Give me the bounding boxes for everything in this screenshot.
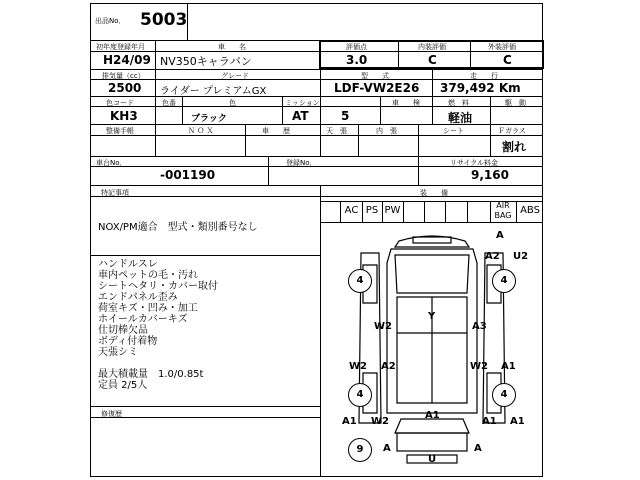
damage-mark: A1: [425, 410, 440, 421]
equipment-label: 装 備: [420, 189, 448, 197]
remarks-label: 特記事項: [101, 189, 129, 197]
damage-mark: U: [428, 454, 437, 465]
displacement-label: 排気量（cc）: [102, 72, 145, 80]
first-reg-value: H24/09: [103, 53, 151, 67]
manual-label: 整備手帳: [106, 127, 134, 135]
equip-pw: PW: [384, 205, 401, 216]
chassis-label: 車台No．: [96, 159, 127, 167]
damage-mark: A3: [472, 321, 487, 332]
equip-abs: ABS: [520, 205, 540, 216]
damage-mark: A: [474, 443, 482, 454]
color-no-label: 色番: [162, 99, 176, 107]
equip-ps: PS: [365, 205, 379, 216]
damage-mark: W2: [374, 321, 392, 332]
model-value: LDF-VW2E26: [334, 81, 420, 95]
repair-label: 修復歴: [101, 410, 122, 418]
equip-airbag: AIR BAG: [494, 201, 512, 220]
fglass-label: Ｆガラス: [498, 127, 526, 135]
nox-label: Ｎ Ｏ Ｘ: [188, 127, 214, 135]
damage-mark: A1: [342, 416, 357, 427]
tire-rear-right: 4: [492, 383, 516, 407]
remark-line: 車内ペットの毛・汚れ: [98, 270, 198, 281]
remark-line: シートヘタリ・カバー取付: [98, 281, 218, 292]
inspection-label: 車 検: [392, 99, 420, 107]
recycle-value: 9,160: [471, 168, 509, 182]
lot-number: 5003: [140, 10, 188, 30]
interior-value: C: [428, 53, 437, 67]
remark-line: エンドパネル歪み: [98, 292, 178, 303]
color-code-value: KH3: [110, 109, 138, 123]
exterior-label: 外装評価: [488, 43, 516, 51]
color-code-label: 色コード: [106, 99, 134, 107]
color-label: 色: [229, 99, 236, 107]
history-label: 車 歴: [262, 127, 290, 135]
remark-spec: 定員 2/5人: [98, 380, 148, 391]
remark-line: 荷室キズ・凹み・加工: [98, 303, 198, 314]
remark-line: ホイールカバーキズ: [98, 314, 188, 325]
mission-value: AT: [292, 109, 309, 123]
damage-mark: A1: [510, 416, 525, 427]
model-label: 型 式: [361, 72, 389, 80]
damage-mark: A1: [482, 416, 497, 427]
remark-line: ボディ付着物: [98, 336, 158, 347]
damage-mark: A: [496, 230, 504, 241]
tire-rear-left: 4: [348, 383, 372, 407]
grade-value: ライダー プレミアムGX: [160, 86, 267, 97]
score-label: 評価点: [346, 43, 367, 51]
sunroof-label: 天 張: [326, 127, 347, 135]
score-value: 3.0: [346, 53, 368, 67]
first-reg-label: 初年度登録年月: [96, 43, 145, 51]
damage-mark: U2: [513, 251, 529, 262]
seat-label: シート: [443, 127, 464, 135]
chassis-value: -001190: [160, 168, 216, 182]
drive-label: 駆 動: [505, 99, 526, 107]
fglass-value: 割れ: [502, 140, 527, 154]
mission-label: ミッション: [285, 99, 320, 107]
remark-top: NOX/PM適合 型式・類別番号なし: [98, 222, 258, 233]
spare-tire: 9: [348, 438, 372, 462]
grade-label: グレード: [221, 72, 249, 80]
tire-front-left: 4: [348, 269, 372, 293]
damage-mark: Y: [428, 311, 436, 322]
damage-mark: A2: [485, 251, 500, 262]
inspection-value: 5: [341, 109, 350, 123]
lot-label: 出品No．: [95, 17, 126, 25]
damage-mark: A1: [501, 361, 516, 372]
fuel-value: 軽油: [448, 111, 473, 125]
exterior-value: C: [503, 53, 512, 67]
color-value: ブラック: [191, 114, 227, 124]
tire-front-right: 4: [492, 269, 516, 293]
displacement-value: 2500: [108, 81, 142, 95]
remark-spec: 最大積載量 1.0/0.85t: [98, 369, 204, 380]
damage-mark: A2: [381, 361, 396, 372]
damage-mark: W2: [371, 416, 389, 427]
car-name-label: 車 名: [218, 43, 246, 51]
damage-mark: W2: [470, 361, 488, 372]
recycle-label: リサイクル料金: [450, 159, 499, 167]
equip-ac: AC: [344, 205, 359, 216]
interior-label: 内装評価: [418, 43, 446, 51]
car-name-value: NV350キャラバン: [160, 55, 252, 68]
mileage-label: 走 行: [470, 72, 498, 80]
reg-no-label: 登録No．: [286, 159, 317, 167]
mileage-value: 379,492 Km: [440, 81, 521, 95]
damage-mark: W2: [349, 361, 367, 372]
remark-line: ハンドルスレ: [98, 259, 158, 270]
interior2-label: 内 張: [376, 127, 397, 135]
remark-line: 仕切棒欠品: [98, 325, 148, 336]
fuel-label: 燃 料: [448, 99, 469, 107]
remark-line: 天張シミ: [98, 347, 138, 358]
damage-mark: A: [383, 443, 391, 454]
